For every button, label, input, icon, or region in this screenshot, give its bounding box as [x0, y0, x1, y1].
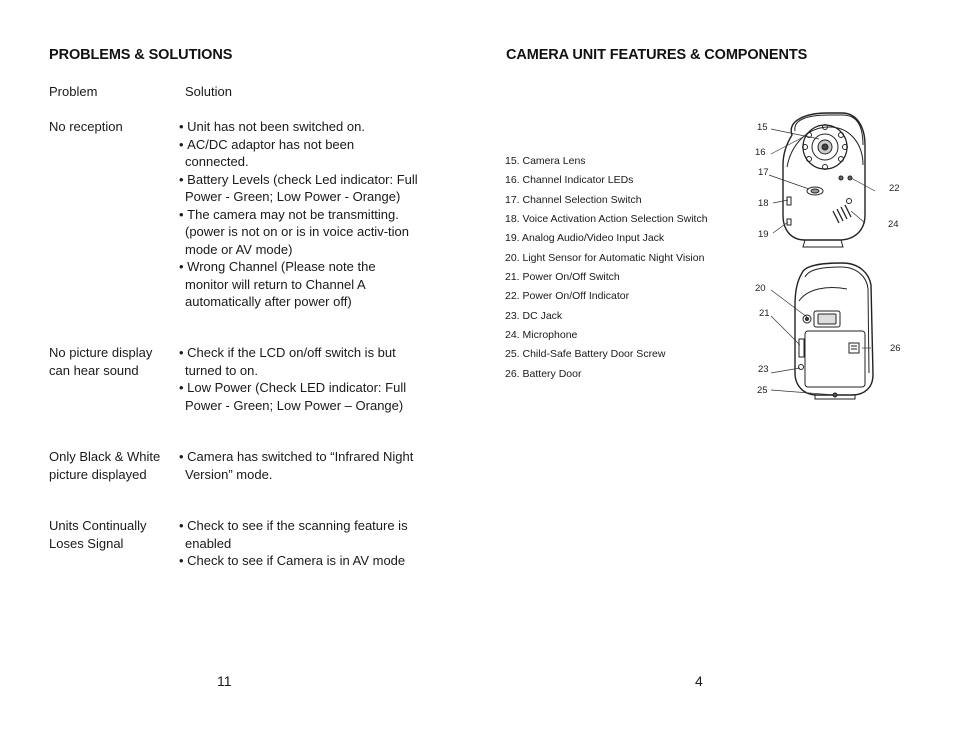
callout-20: 20: [755, 283, 766, 294]
solution-item: • Low Power (Check LED indicator: Full Power - Green; Low Power – Orange): [179, 379, 419, 414]
problems-solutions-heading: PROBLEMS & SOLUTIONS: [49, 47, 233, 63]
feature-item: 21. Power On/Off Switch: [505, 271, 620, 284]
problem-column-header: Problem: [49, 84, 98, 99]
callout-18: 18: [758, 198, 769, 209]
solution-column-header: Solution: [185, 84, 232, 99]
callout-25: 25: [757, 385, 768, 396]
feature-item: 23. DC Jack: [505, 309, 563, 322]
feature-item: 24. Microphone: [505, 329, 578, 342]
callout-15: 15: [757, 122, 768, 133]
camera-front-view-illustration: [783, 113, 865, 247]
callout-21: 21: [759, 308, 770, 319]
problem-no-picture: No picture display can hear sound: [49, 345, 153, 378]
solution-item: • Check if the LCD on/off switch is but turned to on.: [179, 344, 419, 379]
callout-23: 23: [758, 364, 769, 375]
solutions-no-picture: [179, 344, 419, 414]
solution-item: • Camera has switched to “Infrared Night Version” mode.: [179, 448, 419, 483]
solutions-no-reception: [179, 118, 419, 311]
feature-item: 20. Light Sensor for Automatic Night Vision: [505, 251, 705, 264]
page-number-left: 11: [217, 673, 232, 689]
solution-item: • Check to see if Camera is in AV mode: [179, 552, 419, 570]
feature-item: 22. Power On/Off Indicator: [505, 290, 630, 303]
callout-24: 24: [888, 219, 899, 230]
solution-item: • Check to see if the scanning feature is enabled: [179, 517, 419, 552]
features-list: [505, 152, 708, 384]
feature-item: 26. Battery Door: [505, 367, 582, 380]
feature-item: 18. Voice Activation Action Selection Switch: [505, 213, 708, 226]
solution-item: • The camera may not be transmitting. (power is not on or is in voice activ-tion mode or AV mode): [179, 206, 419, 259]
solution-item: • Battery Levels (check Led indicator: Full Power - Green; Low Power - Orange): [179, 171, 419, 206]
callout-17: 17: [758, 167, 769, 178]
solution-item: • Unit has not been switched on.: [179, 118, 419, 136]
problem-loses-signal: Units Continually Loses Signal: [49, 518, 147, 551]
feature-item: 16. Channel Indicator LEDs: [505, 174, 634, 187]
problem-black-white: Only Black & White picture displayed: [49, 449, 161, 482]
problem-no-reception: No reception: [49, 119, 123, 134]
solution-item: • AC/DC adaptor has not been connected.: [179, 136, 419, 171]
solutions-black-white: [179, 448, 419, 483]
camera-features-heading: CAMERA UNIT FEATURES & COMPONENTS: [506, 47, 808, 63]
solutions-loses-signal: [179, 517, 419, 570]
camera-back-view-illustration: [795, 263, 873, 399]
feature-item: 15. Camera Lens: [505, 155, 586, 167]
camera-diagram: [747, 105, 927, 405]
callout-numbers: [755, 122, 901, 396]
solution-item: • Wrong Channel (Please note the monitor will return to Channel A automatically after power off): [179, 258, 419, 311]
callout-16: 16: [755, 147, 766, 158]
callout-22: 22: [889, 183, 900, 194]
callout-19: 19: [758, 229, 769, 240]
callout-26: 26: [890, 343, 901, 354]
feature-item: 25. Child-Safe Battery Door Screw: [505, 348, 666, 361]
feature-item: 17. Channel Selection Switch: [505, 193, 642, 206]
feature-item: 19. Analog Audio/Video Input Jack: [505, 232, 665, 245]
page-number-right: 4: [695, 673, 703, 689]
right-page: [477, 0, 954, 738]
